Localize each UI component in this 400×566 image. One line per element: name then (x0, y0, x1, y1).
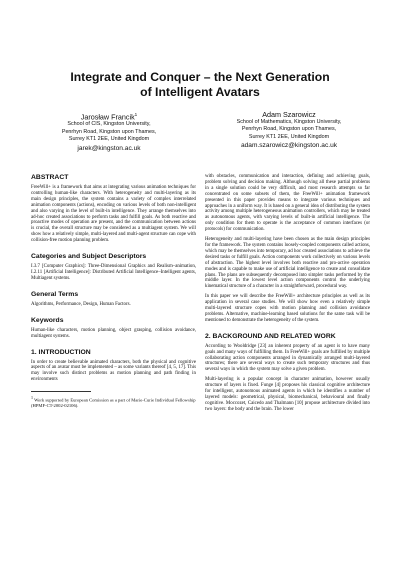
abstract-text: FreeWill+ is a framework that aims at integrating various animation techniques for controlling human-like characters. With heterogeneity and multi-layering as its main design principles, the system contains a variety of complex interrelated animation components (actions), encoding on various levels of both non-intelligent and also varying in the level of built-in intelligence. They arrange themselves into ad-hoc created associations to perform tasks and fulfill goals. As both reactive and proactive modes of operation are present, and the communication between actions is crucial, the overall structure may be considered as a multiagent system. We will show how a relatively simple, multi-layered and multi-agent structure can cope with collision-free motion planning problem. (31, 185, 196, 244)
categories-text: I.3.7 [Computer Graphics]: Three-Dimensional Graphics and Realism–animation, I.2.11 [Artificial Intelligence]: Distributed Artificial Intelligence–Intelligent agents, Multiagent systems. (31, 264, 196, 281)
author-email: adam.szarowicz@kingston.ac.uk (240, 142, 338, 150)
author-footnote-marker: 1 (134, 112, 138, 117)
introduction-text: In order to create believable animated characters, both the physical and cognitive aspects of an avatar must be implemented – as some variants thereof [4, 5, 17]. This may involve such distinct problems as motion planning and path finding in environments (31, 359, 196, 383)
author-address: Penrhyn Road, Kingston upon Thames, (241, 126, 337, 133)
author-address: Surrey KT1 2EE, United Kingdom (248, 133, 330, 140)
categories-heading: Categories and Subject Descriptors (31, 253, 147, 261)
author-address: Penrhyn Road, Kingston upon Thames, (61, 128, 157, 135)
footnote: $^1$ Work supported by European Comission as a part of Marie-Curie Individual Fellowship (HPMF-CT-2002-02106). (31, 395, 196, 409)
intro-paragraph-continued: with obstacles, communication and interaction, defining and achieving goals, problem solving and decision making. Although solving all these partial problems in a single solution could be very difficult, and most research attempts so far concentrated on some subsets of them, the FreeWill+ animation framework presented in this paper provides means to integrate various techniques and approaches in a uniform way. It is based on a general idea of distributing the system activity among multiple heterogeneous animation controllers, which may be treated as autonomous agents, with varying levels of built-in artificial intelligence. The only condition for them to operate is the acceptance of common interfaces (or protocols) for communication. (205, 174, 370, 233)
keywords-text: Human-like characters, motion planning, object grasping, collision avoidance, multiagent systems. (31, 327, 196, 339)
keywords-heading: Keywords (31, 316, 64, 324)
intro-paragraph-outline: In this paper we will describe the FreeWill+ architecture principles as well as its application in several case studies. We will show how even a relatively simple multi-layered structure copes with motion planning and collision avoidance problems. Alternative, machine-learning based solutions for the same task will be mentioned to demonstrate the heterogeneity of the system. (205, 294, 370, 323)
background-paragraph-1: According to Wooldridge [23] an inherent property of an agent is to have many goals and many ways of fulfilling them. In FreeWill+ goals are fulfilled by multiple collaborating action components arranged in dynamically arranged multi-layered structures; there are several ways to create such temporary structures and thus several ways in which the system may solve a given problem. (205, 343, 370, 373)
title-line-1: Integrate and Conquer – the Next Generation (70, 70, 330, 84)
author-block-1 (24, 110, 194, 153)
paper-title (0, 70, 400, 100)
author-affiliation: School of Mathematics, Kingston University, (236, 119, 342, 125)
intro-paragraph-design: Heterogeneity and multi-layering have been chosen as the main design principles for the framework. The system contains loosely-coupled components called actions, which may be themselves into temporary, ad hoc created associations to achieve the desired tasks or fulfill goals. Action components work collectively on various levels of abstraction. The highest level involves both reactive and pro-active operation modes and is capable to make use of artificial intelligence to create and consolidate plans. The plans are subsequently decomposed into simpler tasks performed by the middle layer. In the lowest level action components control the underlying kinematical structure of a character in a straightforward, procedural way. (205, 237, 370, 290)
general-terms-text: Algorithms, Performance, Design, Human Factors. (31, 301, 131, 307)
background-paragraph-2: Multi-layering is a popular concept in character animation, however usually structure of layers is fixed. Funge [4] proposes his classical cognitive architecture for intelligent, autonomous animated agents in which he identifies a number of layered models: geometrical, physical, biomechanical, behavioural and finally cognitive. Moccozet, Caicedo and Thalmann [10] propose architecture divided into two layers: the body and the brain. The lower (205, 377, 370, 412)
abstract-heading: ABSTRACT (31, 174, 69, 181)
author-affiliation: School of CIS, Kingston University, (67, 121, 151, 128)
right-column (205, 174, 370, 417)
footnote-rule (31, 391, 91, 392)
introduction-heading: 1. INTRODUCTION (31, 348, 91, 356)
author-email: jarek@kingston.ac.uk (77, 144, 141, 152)
author-address: Surrey KT1 2EE, United Kingdom (68, 136, 150, 143)
general-terms-heading: General Terms (31, 290, 79, 298)
author-block-2 (204, 110, 374, 150)
left-column (31, 174, 196, 409)
background-heading: 2. BACKGROUND AND RELATED WORK (205, 332, 336, 340)
title-line-2: of Intelligent Avatars (140, 85, 260, 99)
author-name: Adam Szarowicz (262, 110, 316, 119)
author-name: Jarosław Francik$^1$ (80, 112, 138, 122)
